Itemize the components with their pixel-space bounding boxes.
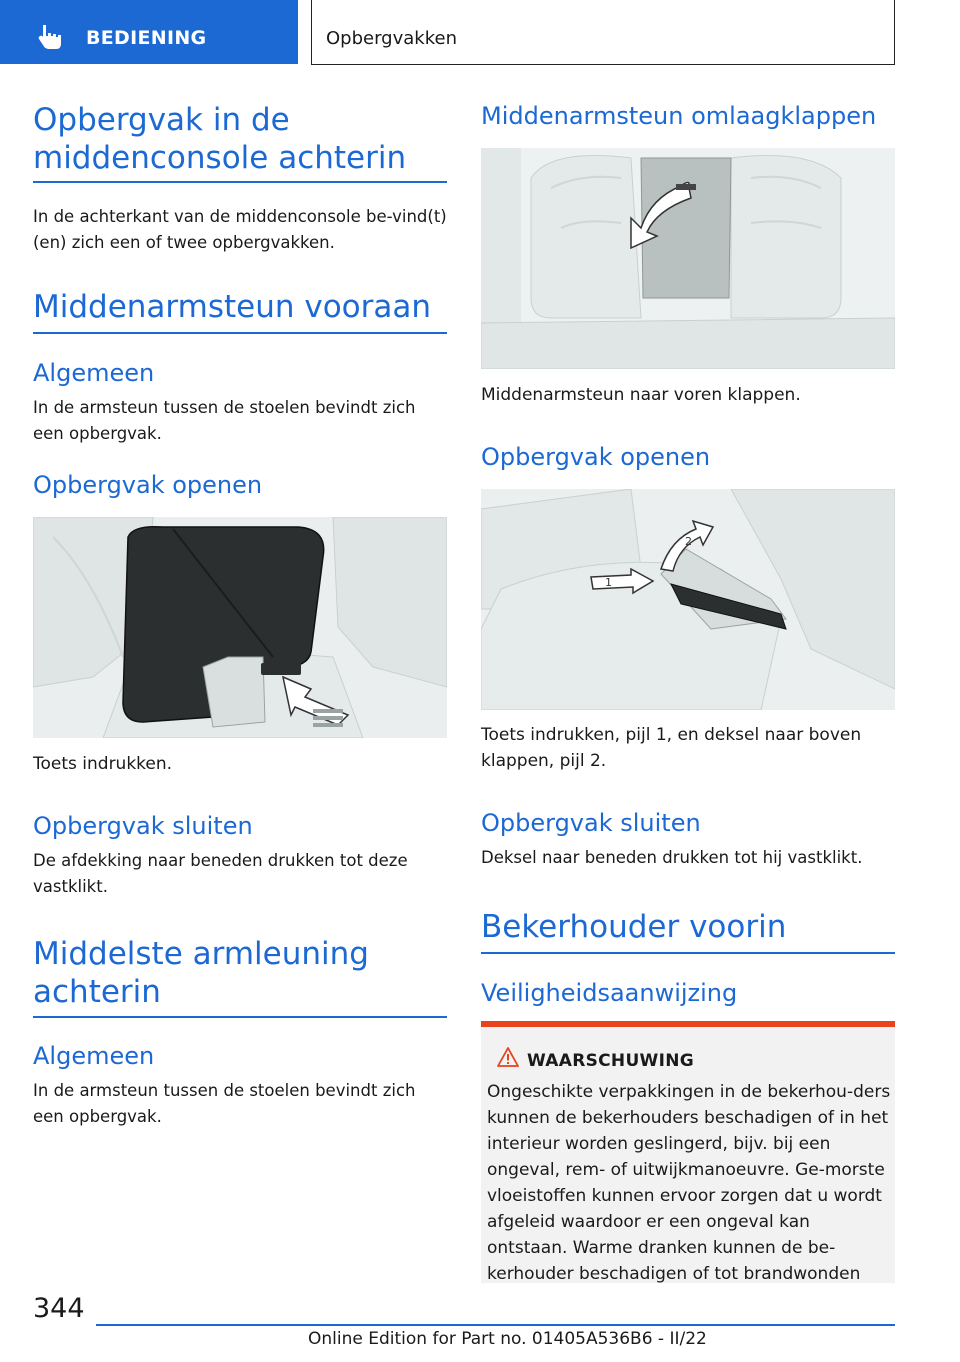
caption-fold-forward: Middenarmsteun naar voren klappen. [481,385,801,405]
header-section-tab [0,0,298,64]
paragraph-close-lid: Deksel naar beneden drukken tot hij vastklikt. [481,848,863,867]
heading-front-cupholder: Bekerhouder voorin [481,909,787,945]
heading-rule [33,1016,447,1018]
svg-text:1: 1 [605,576,612,589]
header-section-title: BEDIENING [86,27,207,49]
heading-front-armrest: Middenarmsteun vooraan [33,289,432,325]
subheading-general: Algemeen [33,1042,155,1070]
warning-box [481,1021,895,1283]
page-number: 344 [33,1293,85,1324]
subheading-safety-notice: Veiligheidsaanwijzing [481,979,738,1007]
svg-text:2: 2 [685,535,692,548]
subheading-fold-down-armrest: Middenarmsteun omlaagklappen [481,102,877,130]
warning-title: WAARSCHUWING [527,1051,695,1071]
subheading-close-storage: Opbergvak sluiten [481,809,701,837]
warning-text: Ongeschikte verpakkingen in de bekerhou-ders kunnen de bekerhouders beschadigen of in het interieur worden geslingerd, bijv. bij een ongeval, rem- of uitwijkmanoeuvre. Ge-morste vloeistoffen kunnen ervoor zorgen dat u wordt afgeleid waardoor er een ongeval kan ontstaan. Warme dranken kunnen de be-kerhouder beschadigen of tot brandwonden [487,1082,891,1284]
caption-press-arrow: Toets indrukken, pijl 1, en deksel naar boven klappen, pijl 2. [481,725,862,771]
illustration-front-armrest [33,517,447,738]
heading-rear-armrest: Middelste armleuning achterin [33,936,369,1010]
warning-triangle-icon [497,1047,519,1067]
footer-edition: Online Edition for Part no. 01405A536B6 - II/22 [308,1329,707,1349]
paragraph-close-storage: De afdekking naar beneden drukken tot deze vastklikt. [33,851,408,896]
heading-rule [33,181,447,183]
paragraph-general: In de armsteun tussen de stoelen bevindt zich een opbergvak. [33,1081,416,1126]
illustration-rear-armrest-fold [481,148,895,369]
paragraph-rear-console-storage: In de achterkant van de middenconsole be-vind(t)(en) zich een of twee opbergvakken. [33,207,447,252]
illustration-rear-armrest-open [481,489,895,710]
subheading-open-storage: Opbergvak openen [481,443,711,471]
header-chapter-title: Opbergvakken [326,28,457,49]
heading-rule [481,952,895,954]
subheading-close-storage: Opbergvak sluiten [33,812,253,840]
caption-press-button: Toets indrukken. [33,754,173,774]
paragraph-general: In de armsteun tussen de stoelen bevindt zich een opbergvak. [33,398,416,443]
subheading-general: Algemeen [33,359,155,387]
subheading-open-storage: Opbergvak openen [33,471,263,499]
heading-rule [33,332,447,334]
heading-rear-console-storage: Opbergvak in de middenconsole achterin [33,102,407,176]
pointing-hand-icon [36,22,66,52]
footer-rule [96,1324,895,1326]
